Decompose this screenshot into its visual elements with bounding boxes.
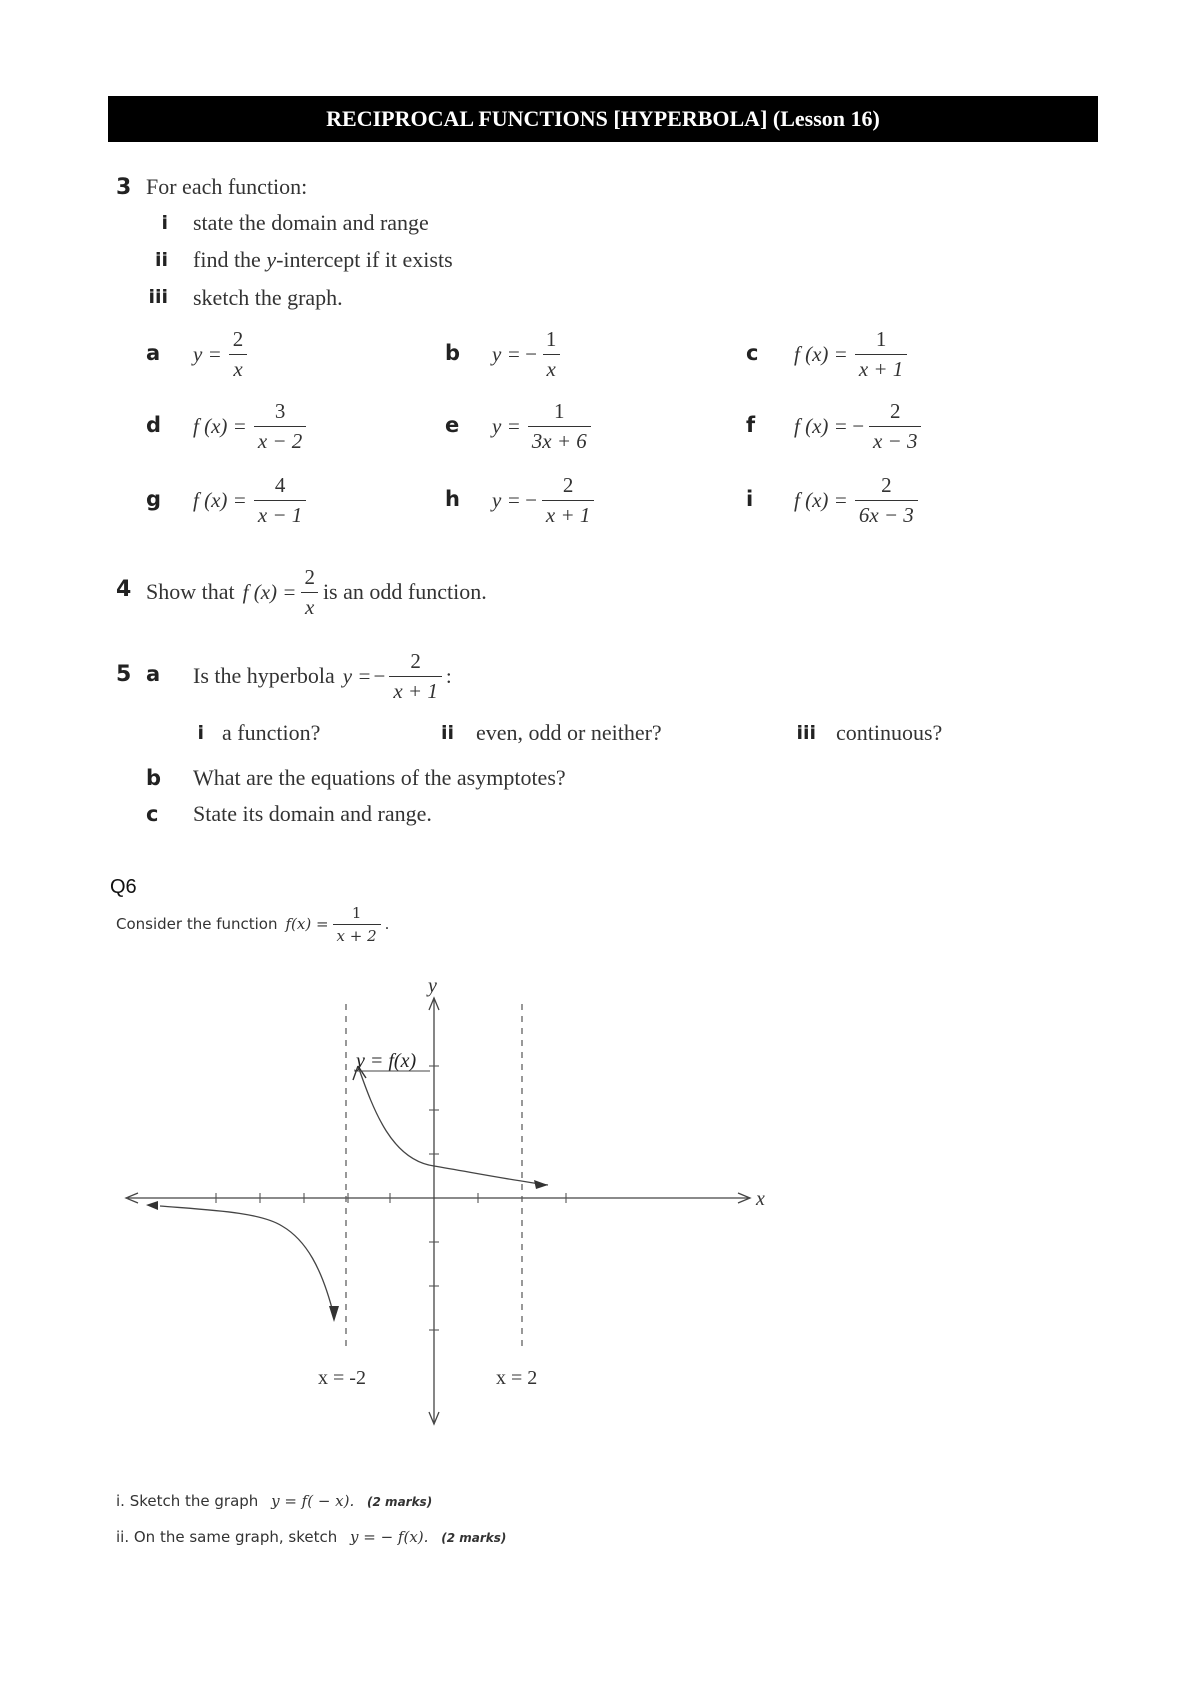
q4-lhs: f (x) = [242, 579, 297, 604]
expression-sign: − [523, 487, 538, 512]
q6-part-ii-text: ii. On the same graph, sketch [116, 1528, 338, 1546]
function-item-letter: e [445, 413, 460, 437]
question-5b-text: What are the equations of the asymptotes? [193, 765, 566, 790]
fraction-numerator: 3 [274, 398, 286, 423]
expression-lhs: y = [492, 413, 521, 438]
curve-right-branch-arrow-right [534, 1180, 548, 1189]
q5a-subpart-label: i [197, 722, 204, 744]
q4-pre: Show that [146, 579, 235, 604]
curve-left-branch-arrow-left [146, 1201, 158, 1210]
question-6-label: Q6 [110, 876, 137, 898]
fraction-numerator: 4 [274, 472, 286, 497]
expression-lhs: f (x) = [794, 487, 848, 512]
fraction-denominator: x [301, 592, 318, 620]
q5a-lhs: y = [342, 663, 372, 688]
fraction-numerator: 1 [554, 398, 565, 423]
question-3-intro: For each function: [146, 174, 308, 199]
q5a-subpart-label: ii [440, 722, 454, 744]
fraction-numerator: 1 [545, 326, 557, 351]
q6-part-i-math: y = f( − x). [271, 1492, 355, 1510]
expression-lhs: y = [492, 487, 521, 512]
fraction-numerator: 2 [304, 564, 315, 589]
q5a-subpart-text: even, odd or neither? [476, 720, 662, 745]
y-axis-label: y [428, 975, 437, 997]
q5a-sign: − [373, 663, 386, 688]
fraction-denominator: x [543, 354, 560, 382]
q6-part-i [116, 1492, 432, 1510]
fraction-numerator: 2 [881, 472, 892, 497]
question-5b-letter: b [146, 766, 162, 790]
question-4-number: 4 [116, 577, 132, 602]
step-label: ii [154, 249, 168, 271]
expression-lhs: f (x) = [794, 413, 848, 438]
expression-sign: − [850, 413, 865, 438]
fraction-denominator: x − 1 [254, 500, 307, 528]
fraction-numerator: 2 [232, 326, 244, 351]
function-item-letter: f [746, 413, 756, 437]
function-item-letter: h [445, 487, 460, 511]
q6-lhs: f(x) = [285, 915, 329, 933]
function-item-letter: i [746, 487, 754, 511]
question-5-number: 5 [116, 662, 132, 687]
fraction-denominator: x + 1 [389, 676, 442, 704]
fraction-denominator: x + 1 [855, 354, 908, 382]
q5a-post: : [445, 663, 452, 688]
fraction-denominator: 3x + 6 [528, 426, 591, 454]
fraction-denominator: x − 3 [869, 426, 922, 454]
step-text: sketch the graph. [193, 285, 343, 310]
step-label: iii [148, 286, 168, 308]
expression-sign: − [523, 341, 538, 366]
fraction-denominator: x + 1 [542, 500, 595, 528]
asymptote-left-label: x = -2 [318, 1367, 366, 1389]
fraction-numerator: 1 [351, 903, 362, 922]
q5a-pre: Is the hyperbola [193, 663, 335, 688]
q6-part-i-marks: (2 marks) [367, 1495, 433, 1509]
q6-part-ii-math: y = − f(x). [350, 1528, 429, 1546]
fraction-numerator: 1 [875, 326, 887, 351]
function-item-letter: g [146, 487, 162, 511]
fraction-denominator: x − 2 [254, 426, 307, 454]
fraction-numerator: 2 [410, 648, 421, 673]
function-item-letter: b [445, 341, 461, 365]
expression-lhs: f (x) = [193, 487, 247, 512]
q6-part-i-text: i. Sketch the graph [116, 1492, 259, 1510]
step-label: i [161, 212, 168, 234]
step-text: find the y-intercept if it exists [193, 247, 453, 272]
step-text: state the domain and range [193, 210, 429, 235]
q6-post: . [384, 915, 390, 933]
q6-part-ii-marks: (2 marks) [441, 1531, 507, 1545]
q6-intro-text: Consider the function [116, 915, 278, 933]
function-item-letter: d [146, 413, 162, 437]
function-item-letter: a [146, 341, 161, 365]
curve-label: y = f(x) [356, 1050, 417, 1072]
curve-right-branch [358, 1066, 548, 1185]
fraction-denominator: x [229, 354, 246, 382]
question-3-number: 3 [116, 175, 132, 200]
asymptote-right-label: x = 2 [496, 1367, 538, 1389]
x-axis-label: x [756, 1188, 765, 1210]
q5a-subpart-text: continuous? [836, 720, 943, 745]
question-5a-letter: a [146, 662, 161, 686]
question-5c-letter: c [146, 802, 159, 826]
fraction-numerator: 2 [562, 472, 574, 497]
question-5c-text: State its domain and range. [193, 801, 432, 826]
function-item-letter: c [746, 341, 759, 365]
q5a-subpart-text: a function? [222, 720, 321, 745]
expression-lhs: f (x) = [794, 341, 848, 366]
fraction-denominator: x + 2 [333, 924, 381, 945]
page-title: RECIPROCAL FUNCTIONS [HYPERBOLA] (Lesson 16) [326, 106, 880, 131]
expression-lhs: y = [193, 341, 222, 366]
fraction-denominator: 6x − 3 [855, 500, 918, 528]
curve-left-branch [160, 1206, 334, 1316]
q5a-subpart-label: iii [796, 722, 816, 744]
curve-left-branch-arrow-down [329, 1306, 339, 1322]
expression-lhs: y = [492, 341, 521, 366]
q6-part-ii [116, 1528, 506, 1546]
expression-lhs: f (x) = [193, 413, 247, 438]
fraction-numerator: 2 [889, 398, 901, 423]
q4-post: is an odd function. [322, 579, 487, 604]
